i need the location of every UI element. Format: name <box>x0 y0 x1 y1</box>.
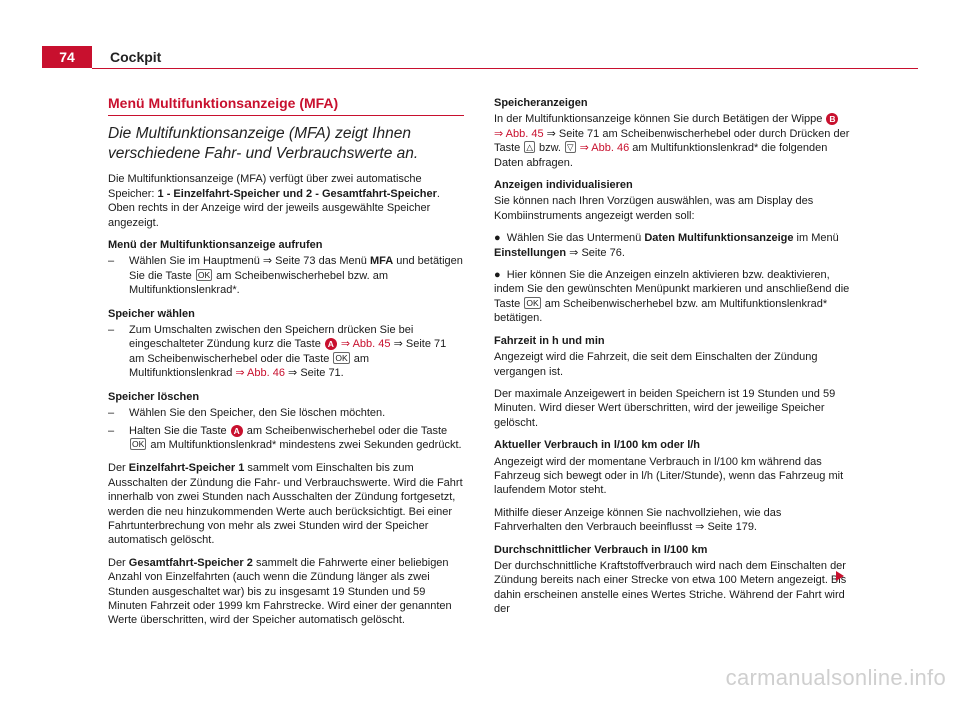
heading-aktueller-verbrauch: Aktueller Verbrauch in l/100 km oder l/h <box>494 439 701 452</box>
dash-marker: – <box>108 407 115 420</box>
dash-marker: – <box>108 324 115 337</box>
header-rule <box>92 68 918 69</box>
figure-link[interactable]: ⇒ Abb. 45 <box>337 338 391 351</box>
durchschnitt-paragraph: Der durchschnittliche Kraftstoffverbrauch wird nach dem Einschalten der Zündung bereits nach einer Strecke von etwa 100 Metern angezeigt. Bis dahin erscheinen anstelle eines Wertes Striche. Während der Fahrt wird der <box>494 559 847 616</box>
speicheranzeigen-paragraph: In der Multifunktionsanzeige können Sie durch Betätigen der Wippe B ⇒ Abb. 45 ⇒ Seite 71 am Scheibenwischerhebel oder durch Drücken der Taste △ bzw. ▽ ⇒ Abb. 46 am Multifunktionslenkrad* die folgenden Daten abfragen. <box>494 113 850 169</box>
dash-marker: – <box>108 255 115 268</box>
button-a-icon: A <box>231 425 243 437</box>
ok-key-icon: OK <box>335 352 348 363</box>
figure-link[interactable]: ⇒ Abb. 45 <box>494 127 544 140</box>
einzelfahrt-paragraph: Der Einzelfahrt-Speicher 1 sammelt vom Einschalten bis zum Ausschalten der Zündung die Fahr- und Verbrauchswerte. Wird die Fahrt innerhalb von zwei Stunden nach Ausschalten der Zündung fortgesetzt, werden die neu hinzukommenden Werte auch berücksichtigt. Bei einer Fahrtunterbrechung von mehr als zwei Stunden wird der Speicher automatisch gelöscht. <box>108 462 463 547</box>
individualisieren-paragraph: Sie können nach Ihren Vorzügen auswählen, was am Display des Kombiinstruments angezeigt werden soll: <box>494 195 814 222</box>
right-column <box>494 96 850 625</box>
heading-individualisieren: Anzeigen individualisieren <box>494 179 633 192</box>
fahrzeit-max-paragraph: Der maximale Anzeigewert in beiden Speichern ist 19 Stunden und 59 Minuten. Wird dieser Wert überschritten, wird der jeweilige Speicher gelöscht. <box>494 387 836 429</box>
title-rule <box>108 115 464 116</box>
figure-link[interactable]: ⇒ Abb. 46 <box>576 142 630 155</box>
dash-marker: – <box>108 424 115 437</box>
aktueller-verbrauch-paragraph: Angezeigt wird der momentane Verbrauch in l/100 km während das Fahrzeug sich bewegt oder in l/h (Liter/Stunde), wenn das Fahrzeug mit laufendem Motor steht. <box>494 455 844 497</box>
fahrverhalten-paragraph: Mithilfe dieser Anzeige können Sie nachvollziehen, wie das Fahrverhalten den Verbrauch beeinflusst ⇒ Seite 179. <box>494 506 782 534</box>
continue-arrow-icon <box>836 571 844 581</box>
ok-key-icon: OK <box>132 438 145 449</box>
figure-link[interactable]: ⇒ Abb. 46 <box>235 367 285 380</box>
gesamtfahrt-paragraph: Der Gesamtfahrt-Speicher 2 sammelt die Fahrwerte einer beliebigen Anzahl von Einzelfahrten (auch wenn die Zündung länger als zwei Stunden ausgeschaltet war) bis zu insgesamt 19 Stunden und 59 Minuten Fahrzeit oder 1999 km Fahrstrecke. Wird einer der genannten Werte überschritten, wird der Speicher automatisch gelöscht. <box>108 556 452 627</box>
heading-waehlen: Speicher wählen <box>108 307 195 320</box>
heading-speicheranzeigen: Speicheranzeigen <box>494 97 588 109</box>
list-item: – Zum Umschalten zwischen den Speichern drücken Sie bei eingeschalteter Zündung kurz die Taste A ⇒ Abb. 45 ⇒ Seite 71 am Scheibenwischerhebel oder die Taste OK am Multifunktionslenkrad ⇒ Abb. 46 ⇒ Seite 71. <box>108 324 447 380</box>
article-title: Menü Multifunktionsanzeige (MFA) <box>108 95 339 111</box>
fahrzeit-paragraph: Angezeigt wird die Fahrzeit, die seit dem Einschalten der Zündung vergangen ist. <box>494 351 818 378</box>
list-item: – Halten Sie die Taste A am Scheibenwischerhebel oder die Taste OK am Multifunktionslenkrad* mindestens zwei Sekunden gedrückt. <box>108 424 462 451</box>
ok-key-icon: OK <box>197 269 211 280</box>
down-key-icon: ▽ <box>567 142 574 153</box>
heading-durchschnitt: Durchschnittlicher Verbrauch in l/100 km <box>494 543 708 556</box>
list-item: – Wählen Sie den Speicher, den Sie löschen möchten. <box>108 407 386 420</box>
heading-loeschen: Speicher löschen <box>108 390 200 403</box>
button-b-icon: B <box>826 113 838 125</box>
page-number: 74 <box>42 46 92 68</box>
list-item: – Wählen Sie im Hauptmenü ⇒ Seite 73 das Menü MFA und betätigen Sie die Taste OK am Scheibenwischerhebel bzw. am Multifunktionslenkrad*. <box>108 255 463 297</box>
lead-text: Die Multifunktionsanzeige (MFA) zeigt Ihnen verschiedene Fahr- und Verbrauchswerte an. <box>108 125 419 163</box>
button-a-icon: A <box>325 338 337 350</box>
bullet-icon: ● <box>494 232 501 245</box>
intro-paragraph: Die Multifunktionsanzeige (MFA) verfügt über zwei automatische Speicher: 1 - Einzelfahrt-Speicher und 2 - Gesamtfahrt-Speicher. Oben rechts in der Anzeige wird der jeweils ausgewählte Speicher angezeigt. <box>108 173 440 229</box>
watermark: carmanualsonline.info <box>725 665 946 690</box>
heading-fahrzeit: Fahrzeit in h und min <box>494 334 605 347</box>
up-key-icon: △ <box>526 142 533 153</box>
section-title: Cockpit <box>110 49 162 65</box>
bullet-icon: ● <box>494 269 501 282</box>
bullet-item: ● Wählen Sie das Untermenü Daten Multifunktionsanzeige im Menü Einstellungen ⇒ Seite 76. <box>494 232 839 259</box>
left-column <box>108 96 464 636</box>
heading-aufrufen: Menü der Multifunktionsanzeige aufrufen <box>108 239 323 252</box>
ok-key-icon: OK <box>526 297 539 308</box>
bullet-item: ● Hier können Sie die Anzeigen einzeln aktivieren bzw. deaktivieren, indem Sie den gewünschten Menüpunkt markieren und anschließend die Taste OK am Scheibenwischerhebel bzw. am Multifunktionslenkrad* betätigen. <box>494 269 850 325</box>
